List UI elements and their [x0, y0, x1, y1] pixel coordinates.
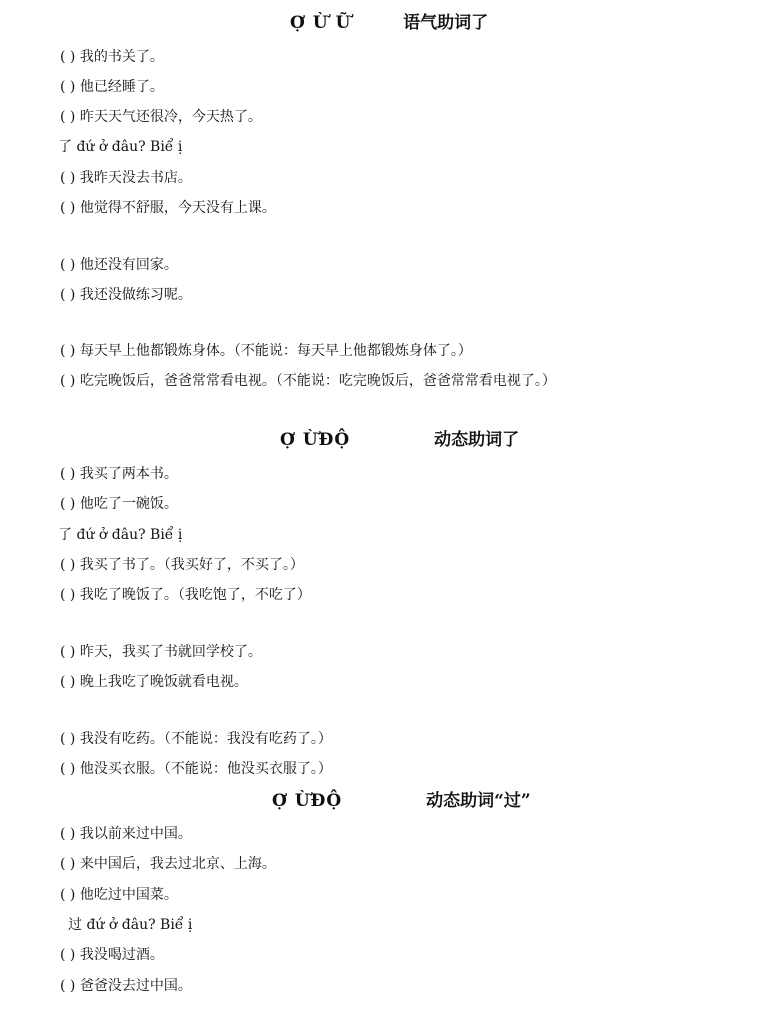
example-sentence: ( ) 我吃了晚饭了。（我吃饱了，不吃了）: [60, 587, 311, 603]
heading-vietnamese: Ợ ỪĐỘ: [280, 430, 351, 450]
question-line: 过 đứ ở đâu? Biể ị: [68, 917, 193, 933]
question-line: 了 đứ ở đâu? Biể ị: [58, 527, 183, 543]
example-sentence: ( ) 吃完晚饭后，爸爸常常看电视。（不能说：吃完晚饭后，爸爸常常看电视了。）: [60, 373, 556, 389]
example-sentence: ( ) 每天早上他都锻炼身体。（不能说：每天早上他都锻炼身体了。）: [60, 343, 472, 359]
section-heading-aspect-guo: [272, 790, 531, 812]
example-sentence: ( ) 我买了书了。（我买好了，不买了。）: [60, 557, 304, 573]
example-sentence: ( ) 我买了两本书。: [60, 466, 178, 482]
example-sentence: ( ) 我的书关了。: [60, 49, 164, 65]
heading-chinese: 动态助词“过”: [426, 791, 531, 811]
example-sentence: ( ) 昨天，我买了书就回学校了。: [60, 644, 262, 660]
heading-chinese: 语气助词了: [403, 13, 489, 33]
example-sentence: ( ) 他觉得不舒服，今天没有上课。: [60, 200, 276, 216]
example-sentence: ( ) 他还没有回家。: [60, 257, 178, 273]
example-sentence: ( ) 我还没做练习呢。: [60, 287, 192, 303]
example-sentence: ( ) 他吃了一碗饭。: [60, 496, 178, 512]
example-sentence: ( ) 我昨天没去书店。: [60, 170, 192, 186]
example-sentence: ( ) 昨天天气还很冷，今天热了。: [60, 109, 262, 125]
heading-vietnamese: Ợ ỪĐỘ: [272, 791, 343, 811]
example-sentence: ( ) 晚上我吃了晚饭就看电视。: [60, 674, 248, 690]
example-sentence: ( ) 他吃过中国菜。: [60, 887, 178, 903]
question-line: 了 đứ ở đâu? Biể ị: [58, 139, 183, 155]
example-sentence: ( ) 他没买衣服。（不能说：他没买衣服了。）: [60, 761, 332, 777]
section-heading-modal-le: [290, 12, 488, 34]
example-sentence: ( ) 来中国后，我去过北京、上海。: [60, 856, 276, 872]
section-heading-aspect-le: [280, 429, 519, 451]
example-sentence: ( ) 他已经睡了。: [60, 79, 164, 95]
example-sentence: ( ) 我没喝过酒。: [60, 947, 164, 963]
heading-chinese: 动态助词了: [434, 430, 520, 450]
example-sentence: ( ) 爸爸没去过中国。: [60, 978, 192, 994]
example-sentence: ( ) 我没有吃药。（不能说：我没有吃药了。）: [60, 731, 332, 747]
example-sentence: ( ) 我以前来过中国。: [60, 826, 192, 842]
heading-vietnamese: Ợ Ừ Ữ: [290, 13, 352, 33]
